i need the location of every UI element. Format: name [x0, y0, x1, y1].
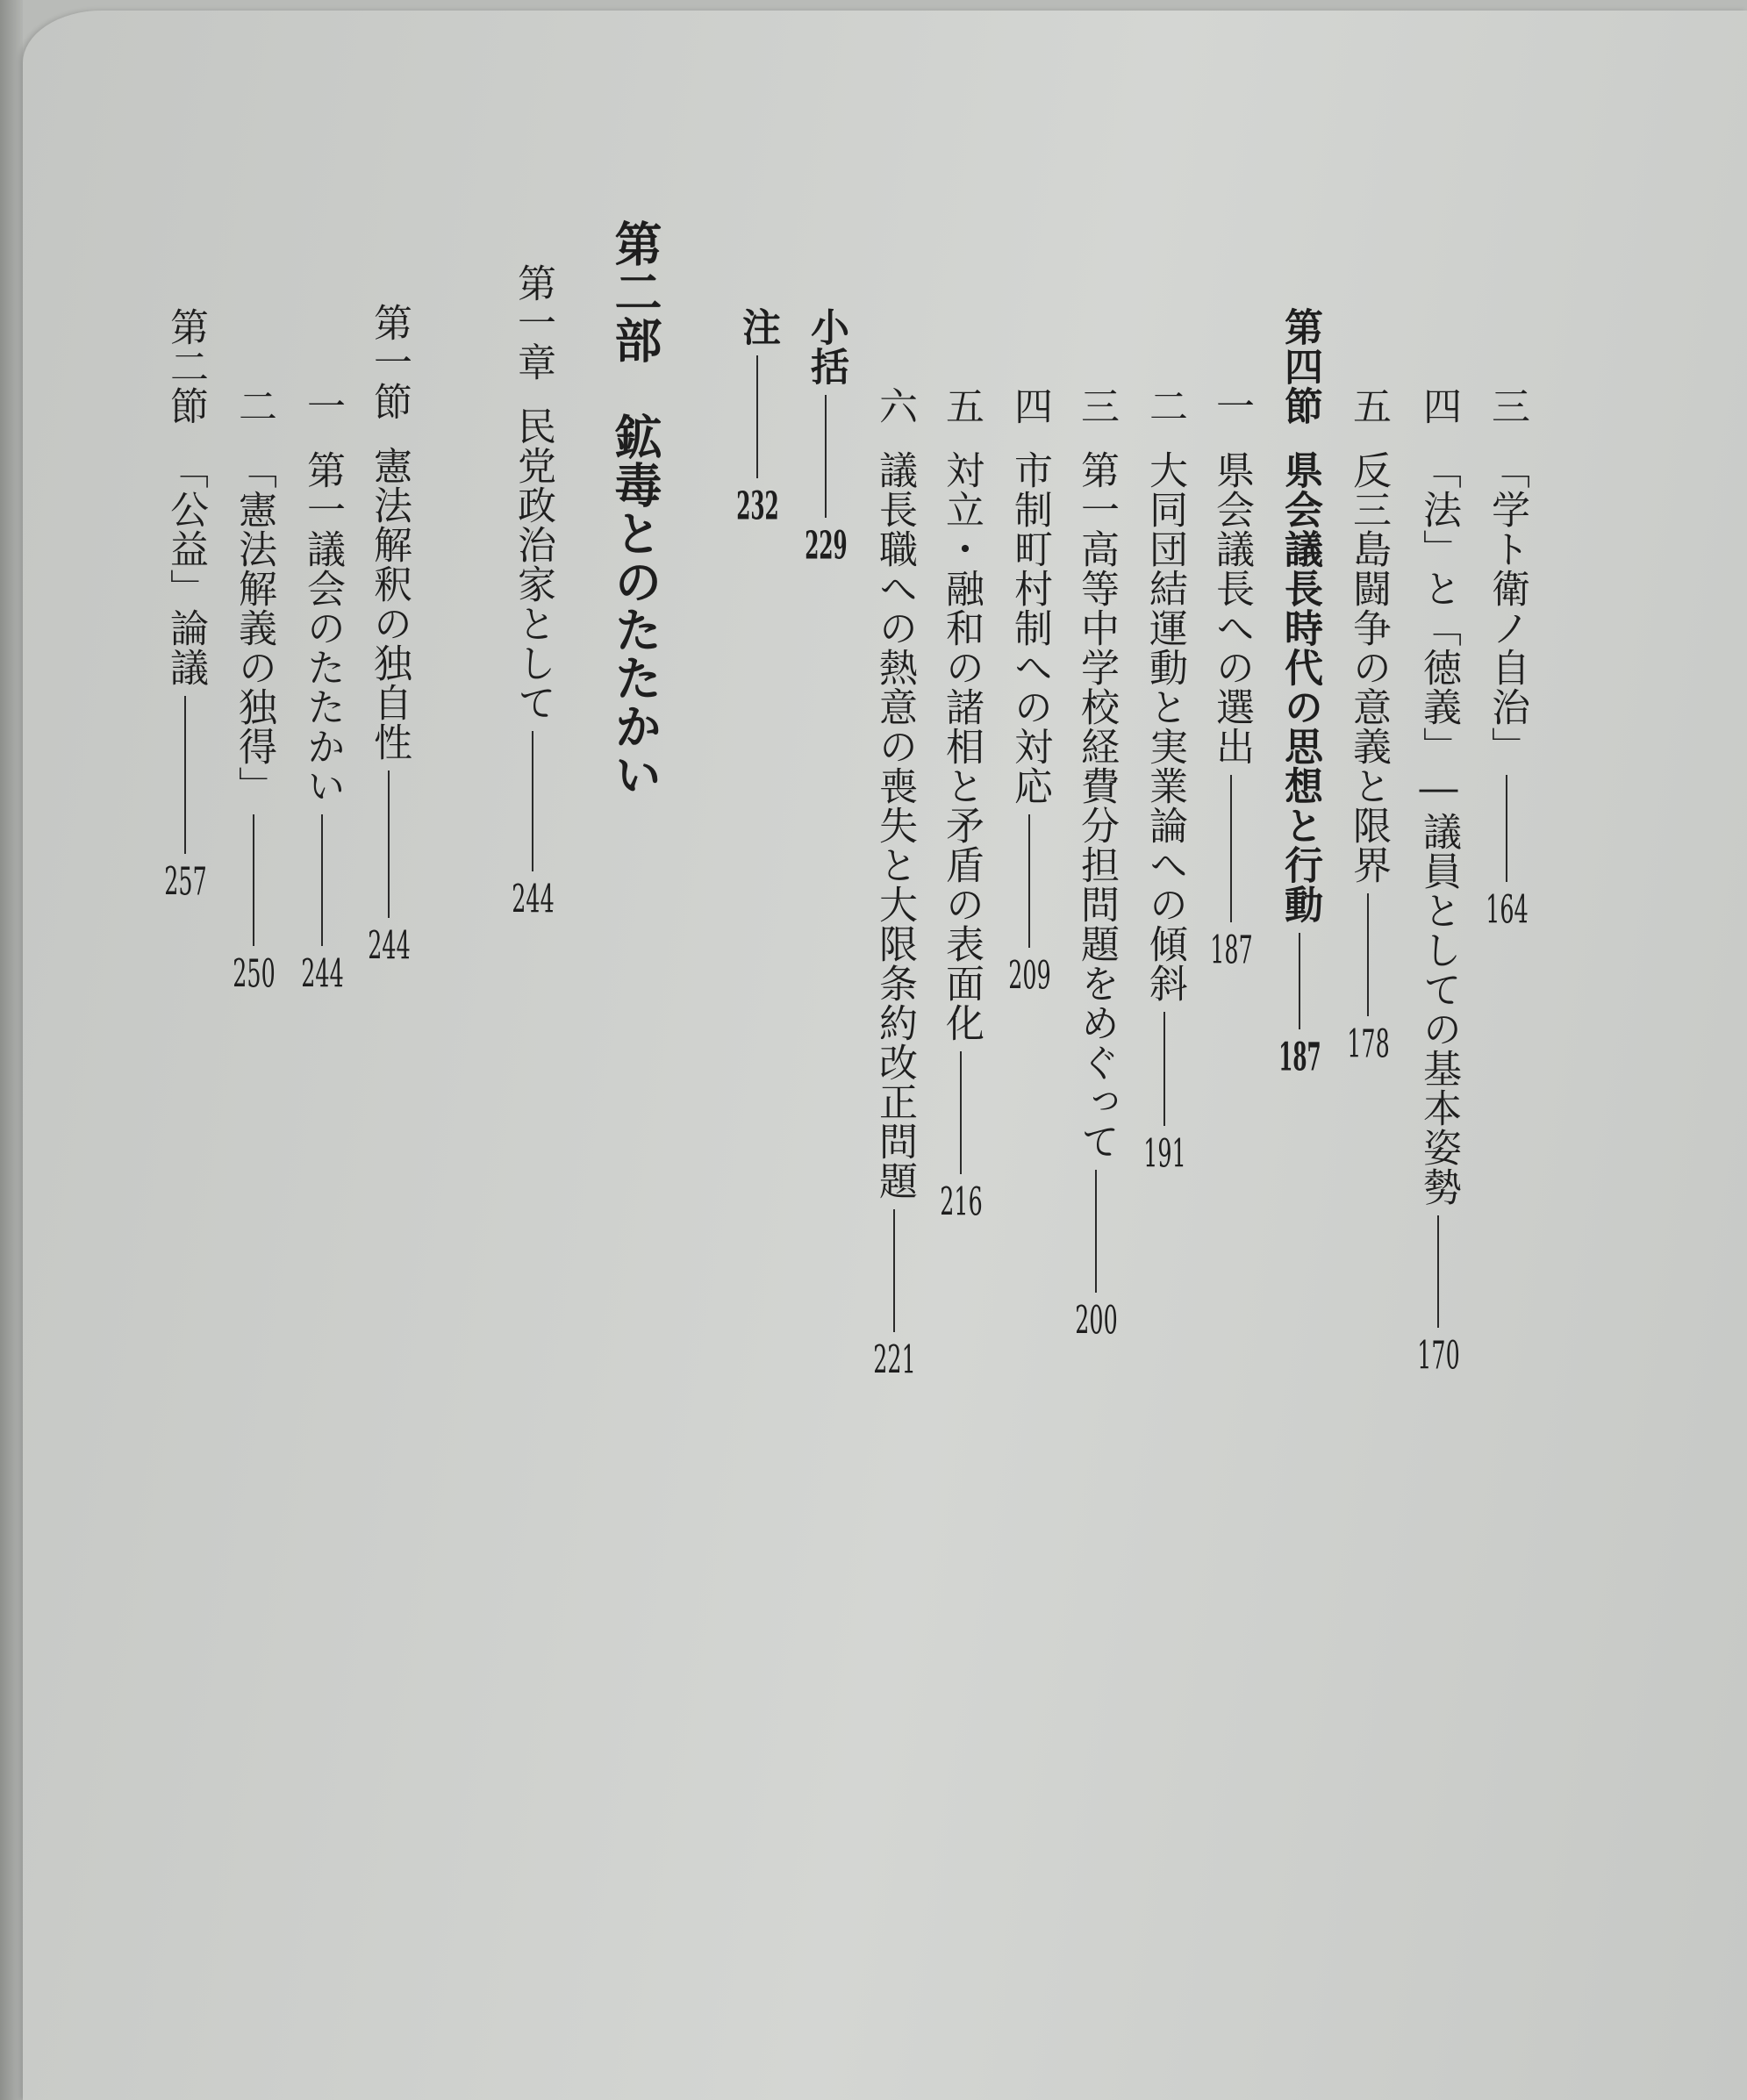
leader-line: [756, 355, 758, 478]
toc-section-1: [367, 303, 412, 965]
section-title: 県会議長時代の思想と行動: [1278, 450, 1322, 924]
toc-chapter-1: [511, 263, 555, 919]
leader-line: [388, 770, 390, 918]
section-label: 第二節: [163, 307, 208, 426]
entry-number: 二: [1142, 386, 1187, 426]
page-number: 209: [1008, 957, 1051, 995]
section-label: 第一節: [367, 303, 412, 421]
entry-number: 四: [1416, 386, 1461, 426]
leader-line: [532, 731, 533, 871]
leader-line: [253, 814, 254, 946]
toc-entry-han-mishima: [1346, 386, 1391, 1064]
page-number: 244: [512, 880, 555, 919]
page-number: 191: [1143, 1135, 1186, 1173]
entry-title: 第一高等中学校経費分担問題をめぐって: [1074, 450, 1119, 1161]
page-number: 244: [301, 955, 344, 993]
entry-title: 「憲法解義の独得」: [232, 450, 276, 806]
leader-line: [321, 814, 323, 946]
entry-title: 議長職への熱意の喪失と大限条約改正問題: [872, 450, 917, 1201]
page-number: 244: [368, 927, 411, 965]
entry-title: 「学ト衛ノ自治」: [1485, 450, 1529, 766]
page-number: 164: [1486, 891, 1529, 929]
page-number: 232: [736, 487, 779, 526]
entry-number: 三: [1485, 386, 1529, 426]
page-number: 229: [805, 527, 848, 565]
entry-title: 反三島闘争の意義と限界: [1346, 450, 1391, 885]
entry-title: 小括: [804, 307, 848, 386]
leader-line: [1437, 1215, 1439, 1328]
toc-entry-daiichi-gikai: [300, 386, 345, 993]
part-title: 第二部 鉱毒とのたたかい: [607, 219, 663, 799]
entry-title: 対立・融和の諸相と矛盾の表面化: [939, 450, 984, 1043]
toc-entry-gikai-gicho: [1209, 386, 1254, 970]
toc-entry-chu: [735, 307, 780, 526]
toc-entry-gakuto: [1485, 386, 1529, 929]
page-number: 250: [233, 955, 276, 993]
leader-line: [825, 395, 827, 518]
entry-number: 六: [872, 386, 917, 426]
toc-entry-daido-danketsu: [1142, 386, 1187, 1173]
page-number: 200: [1075, 1301, 1118, 1340]
leader-line: [184, 696, 186, 854]
leader-line: [960, 1051, 962, 1174]
page-number: 221: [873, 1341, 916, 1380]
leader-line: [1028, 814, 1030, 948]
entry-number: 四: [1007, 386, 1052, 426]
toc-entry-kenpo-kaigi: [232, 386, 276, 993]
leader-line: [1095, 1170, 1097, 1293]
section-title: 「公益」論議: [163, 450, 208, 687]
entry-title: 県会議長への選出: [1209, 450, 1254, 766]
toc-entry-tairitsu-yuwa: [939, 386, 984, 1222]
entry-title: 注: [735, 307, 780, 347]
page-number: 187: [1278, 1038, 1321, 1077]
toc-section-2: [163, 307, 208, 901]
leader-line: [1163, 1012, 1165, 1126]
page-number: 187: [1210, 931, 1253, 970]
entry-title: 大同団結運動と実業論への傾斜: [1142, 450, 1187, 1003]
page-number: 178: [1347, 1025, 1390, 1064]
leader-line: [1367, 893, 1369, 1016]
page-number: 216: [940, 1183, 983, 1222]
entry-number: 三: [1074, 386, 1119, 426]
page-number: 170: [1417, 1337, 1460, 1375]
entry-number: 五: [1346, 386, 1391, 426]
leader-line: [1506, 775, 1507, 882]
chapter-label: 第一章: [511, 263, 555, 382]
leader-line: [1299, 933, 1300, 1029]
toc-entry-shokatsu: [804, 307, 848, 565]
part-heading: [607, 219, 663, 799]
entry-number: 二: [232, 386, 276, 426]
entry-title: 第一議会のたたかい: [300, 450, 345, 806]
chapter-title: 民党政治家として: [511, 406, 555, 722]
entry-number: 五: [939, 386, 984, 426]
toc-entry-shisei-sonsei: [1007, 386, 1052, 995]
toc-entry-gichoshoku: [872, 386, 917, 1380]
entry-number: 一: [1209, 386, 1254, 426]
page-number: 257: [164, 863, 207, 901]
toc-section-4: [1278, 307, 1322, 1077]
entry-number: 一: [300, 386, 345, 426]
leader-line: [893, 1209, 895, 1332]
section-label: 第四節: [1278, 307, 1322, 426]
entry-title: 「法」と「徳義」―議員としての基本姿勢: [1416, 450, 1461, 1207]
book-edge: [0, 0, 23, 2100]
entry-title: 市制町村制への対応: [1007, 450, 1052, 806]
leader-line: [1230, 775, 1232, 922]
toc-entry-daiichi-koto: [1074, 386, 1119, 1340]
toc-entry-ho-to-tokugi: [1416, 386, 1461, 1375]
section-title: 憲法解釈の独自性: [367, 446, 412, 762]
